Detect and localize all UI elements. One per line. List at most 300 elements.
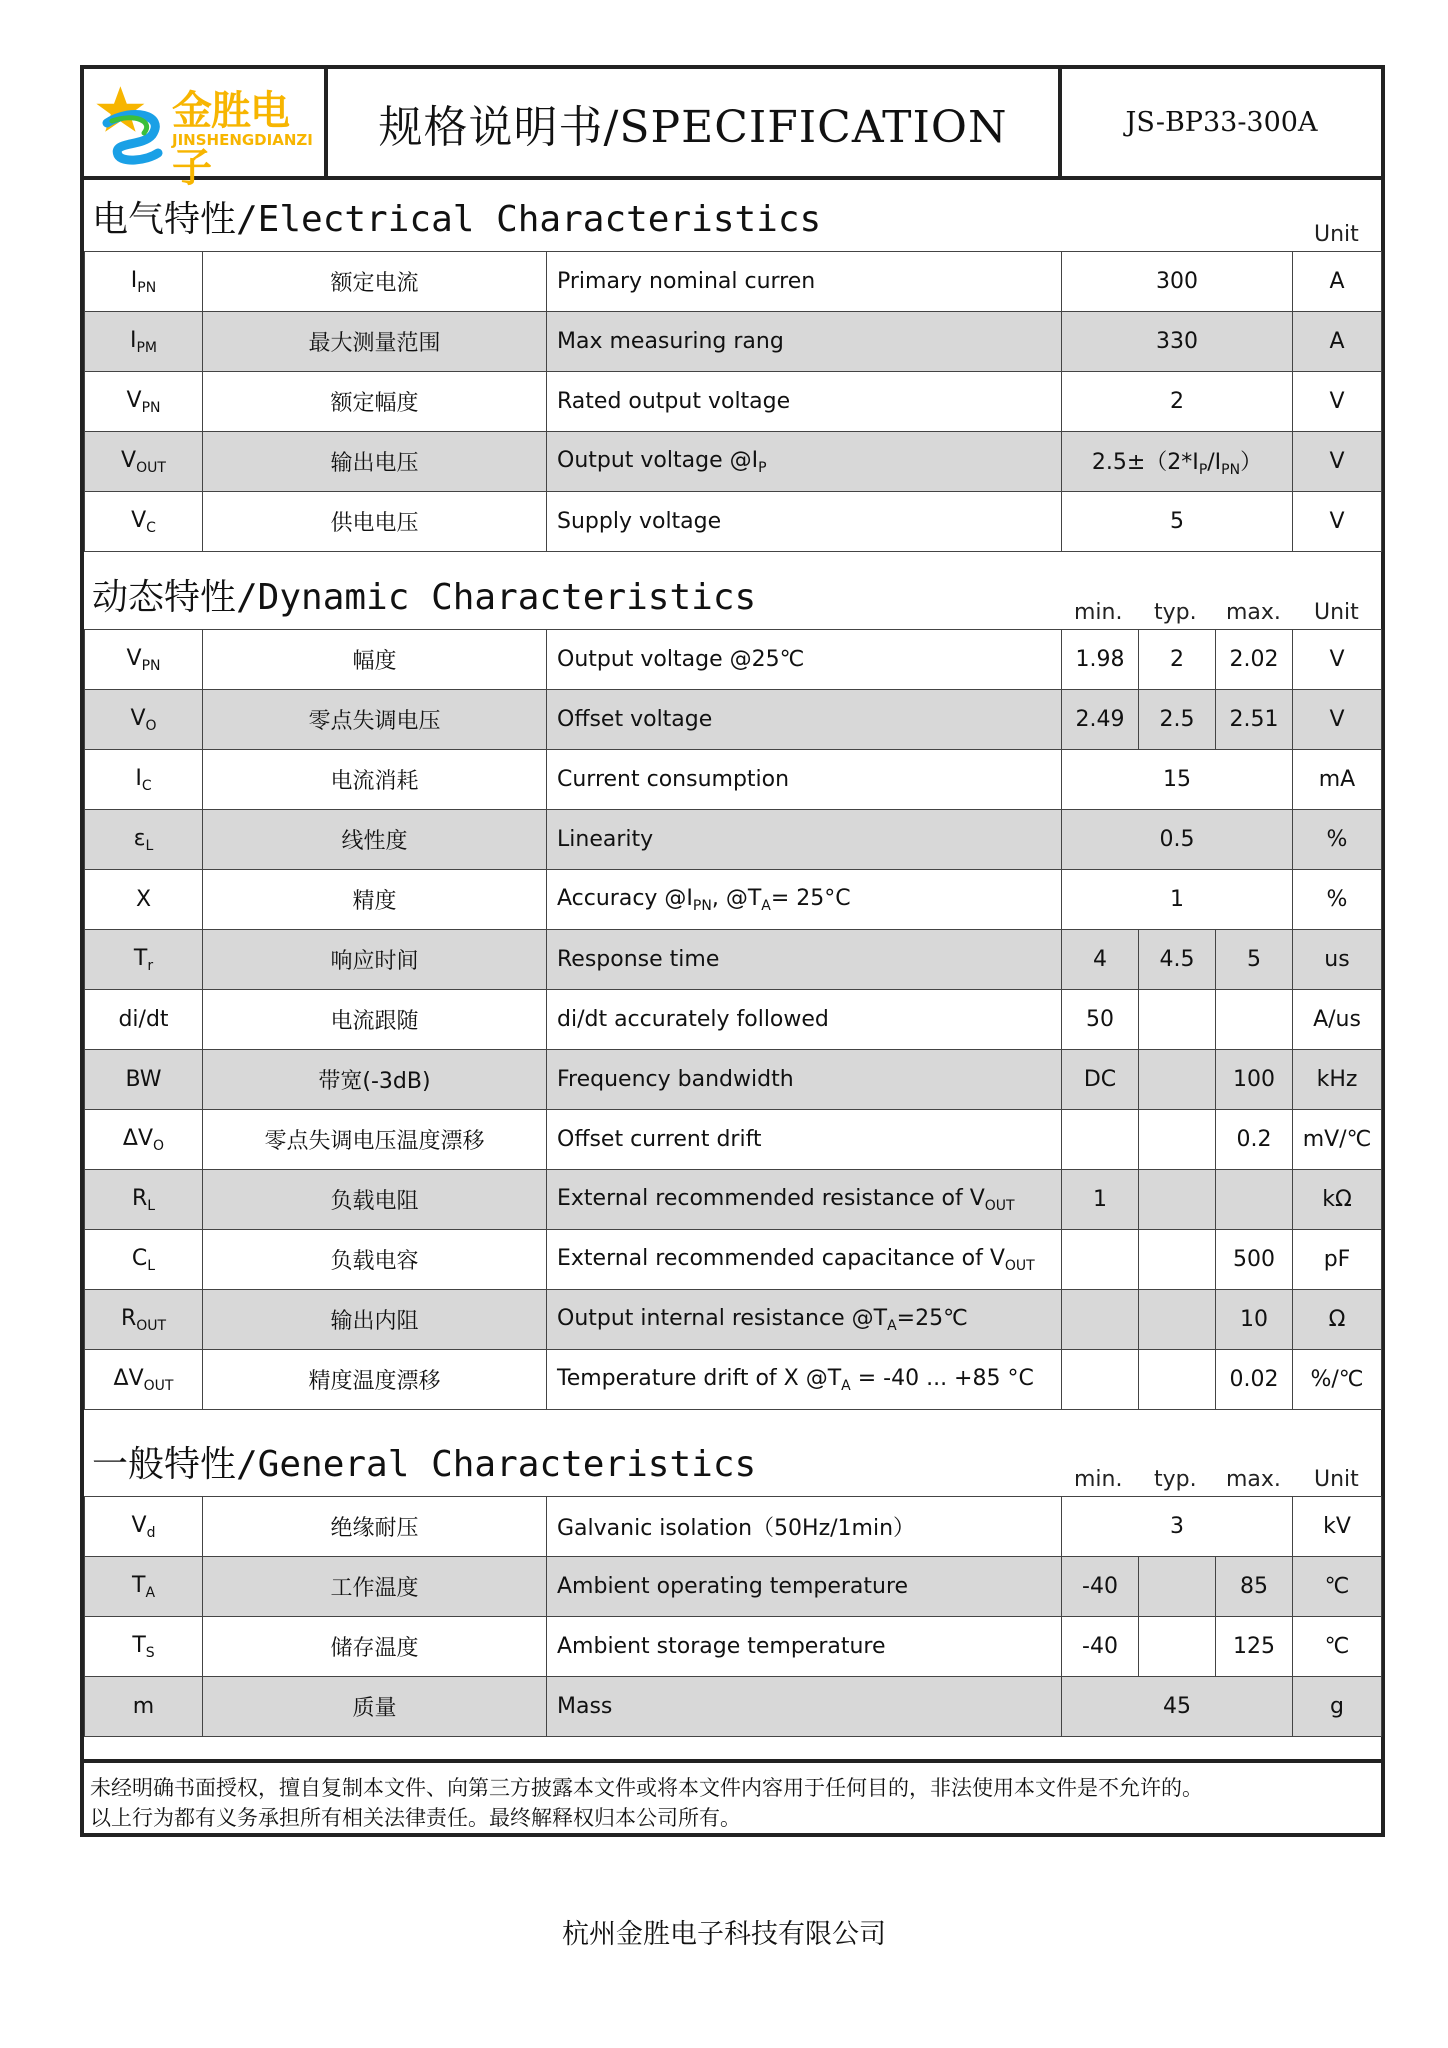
unit: V <box>1329 389 1345 414</box>
table-row <box>85 1677 1382 1737</box>
unit: A <box>1329 329 1345 354</box>
symbol: m <box>132 1694 155 1719</box>
table-row <box>85 630 1382 690</box>
symbol-cell <box>85 870 203 930</box>
general-section-title: 一般特性/General Characteristics <box>92 1444 757 1485</box>
chinese-name: 带宽(-3dB) <box>318 1069 431 1094</box>
symbol: V <box>131 507 147 533</box>
dynamic-max-head: max. <box>1226 600 1281 625</box>
value-tail: ） <box>1240 450 1263 475</box>
chinese-name-cell <box>203 1497 547 1557</box>
english-name-cell <box>547 1350 1062 1410</box>
table-row <box>85 930 1382 990</box>
english-subscript: A <box>887 1317 897 1334</box>
english-name: Response time <box>557 947 720 972</box>
unit: A <box>1329 269 1345 294</box>
english-name-cell <box>547 312 1062 372</box>
chinese-name: 负载电容 <box>330 1249 419 1274</box>
typ-value-cell <box>1139 1110 1216 1170</box>
chinese-name: 精度温度漂移 <box>308 1369 441 1394</box>
table-row <box>85 252 1382 312</box>
unit: g <box>1330 1694 1344 1719</box>
chinese-name: 零点失调电压温度漂移 <box>264 1129 485 1154</box>
company-footer: 杭州金胜电子科技有限公司 <box>562 1919 886 1950</box>
min-value-cell <box>1062 930 1139 990</box>
symbol-subscript: OUT <box>136 1317 167 1334</box>
typ-value: 2.5 <box>1159 707 1195 732</box>
unit: % <box>1326 887 1348 912</box>
symbol: V <box>121 447 137 473</box>
symbol-subscript: C <box>141 777 152 794</box>
symbol-subscript: PM <box>136 339 158 356</box>
max-value: 2.02 <box>1229 647 1279 672</box>
symbol-cell <box>85 630 203 690</box>
unit: V <box>1329 707 1345 732</box>
table-row <box>85 1170 1382 1230</box>
english-name-cell <box>547 630 1062 690</box>
typ-value-cell <box>1139 990 1216 1050</box>
english-subscript: PN <box>692 897 712 914</box>
unit-cell <box>1293 750 1382 810</box>
dynamic-typ-head: typ. <box>1154 600 1197 625</box>
unit-cell <box>1293 990 1382 1050</box>
english-name: Temperature drift of X @T <box>557 1365 842 1391</box>
table-row <box>85 1110 1382 1170</box>
notice-line-2: 以上行为都有义务承担所有相关法律责任。最终解释权归本公司所有。 <box>90 1806 741 1830</box>
chinese-name: 电流跟随 <box>330 1009 419 1034</box>
unit: mA <box>1318 767 1356 792</box>
english-name: Offset voltage <box>557 707 713 732</box>
symbol-cell <box>85 492 203 552</box>
min-value-cell <box>1062 1290 1139 1350</box>
min-value-cell <box>1062 990 1139 1050</box>
english-subscript: P <box>758 459 767 476</box>
min-value-cell <box>1062 1617 1139 1677</box>
english-name-cell <box>547 1170 1062 1230</box>
table-row <box>85 312 1382 372</box>
general-max-head: max. <box>1226 1467 1281 1492</box>
symbol-cell <box>85 690 203 750</box>
unit: mV/℃ <box>1302 1127 1372 1152</box>
chinese-name: 精度 <box>352 889 397 914</box>
english-name-cell <box>547 432 1062 492</box>
chinese-name: 负载电阻 <box>330 1189 419 1214</box>
english-name-cell <box>547 690 1062 750</box>
chinese-name-cell <box>203 690 547 750</box>
symbol-cell <box>85 1677 203 1737</box>
symbol: V <box>126 645 142 671</box>
logo-cn-text: 金胜电子 <box>172 88 289 191</box>
electrical-unit-head: Unit <box>1314 222 1359 247</box>
english-name: Primary nominal curren <box>557 269 816 294</box>
chinese-name: 工作温度 <box>330 1576 419 1601</box>
english-name: Output voltage @I <box>557 447 759 473</box>
unit-cell <box>1293 870 1382 930</box>
chinese-name: 零点失调电压 <box>308 709 441 734</box>
unit-cell <box>1293 252 1382 312</box>
value: 45 <box>1163 1694 1191 1719</box>
typ-value: 4.5 <box>1159 947 1195 972</box>
chinese-name: 绝缘耐压 <box>330 1516 419 1541</box>
symbol-subscript: O <box>153 1137 165 1154</box>
value-subscript: PN <box>1221 462 1241 478</box>
max-value: 500 <box>1233 1247 1275 1272</box>
unit: ℃ <box>1324 1574 1350 1599</box>
symbol-subscript: OUT <box>143 1377 174 1394</box>
english-name-tail: = 25°C <box>770 885 851 911</box>
min-value: -40 <box>1082 1574 1118 1599</box>
unit-cell <box>1293 1617 1382 1677</box>
english-name: di/dt accurately followed <box>557 1007 829 1032</box>
chinese-name-cell <box>203 1050 547 1110</box>
symbol-cell <box>85 930 203 990</box>
chinese-name-cell <box>203 1230 547 1290</box>
typ-value-cell <box>1139 1557 1216 1617</box>
symbol-cell <box>85 1170 203 1230</box>
min-value: 1 <box>1093 1187 1107 1212</box>
spec-sheet <box>80 65 1385 1837</box>
chinese-name-cell <box>203 930 547 990</box>
table-row <box>85 1290 1382 1350</box>
value-cell <box>1062 252 1293 312</box>
english-name: Output internal resistance @T <box>557 1305 888 1331</box>
symbol-cell <box>85 1050 203 1110</box>
symbol-cell <box>85 810 203 870</box>
max-value-cell <box>1216 1557 1293 1617</box>
chinese-name: 储存温度 <box>330 1636 419 1661</box>
symbol-cell <box>85 312 203 372</box>
english-name-cell <box>547 1230 1062 1290</box>
english-name-cell <box>547 1497 1062 1557</box>
symbol-subscript: S <box>145 1644 155 1661</box>
symbol-subscript: L <box>147 1197 156 1214</box>
unit-cell <box>1293 312 1382 372</box>
value-cell <box>1062 372 1293 432</box>
typ-value-cell <box>1139 1230 1216 1290</box>
table-row <box>85 870 1382 930</box>
chinese-name-cell <box>203 1617 547 1677</box>
general-table <box>84 1496 1382 1737</box>
unit: Ω <box>1328 1307 1346 1332</box>
english-name: Mass <box>557 1694 613 1719</box>
max-value-cell <box>1216 1170 1293 1230</box>
table-row <box>85 990 1382 1050</box>
chinese-name-cell <box>203 1170 547 1230</box>
max-value: 125 <box>1233 1634 1275 1659</box>
value-cell <box>1062 492 1293 552</box>
symbol-subscript: L <box>147 1257 156 1274</box>
unit-cell <box>1293 492 1382 552</box>
min-value-cell <box>1062 1050 1139 1110</box>
unit-cell <box>1293 1290 1382 1350</box>
english-name: External recommended capacitance of V <box>557 1245 1005 1271</box>
english-name-cell <box>547 1290 1062 1350</box>
value-cont: /I <box>1207 450 1222 475</box>
chinese-name-cell <box>203 372 547 432</box>
symbol-cell <box>85 1350 203 1410</box>
max-value-cell <box>1216 1230 1293 1290</box>
typ-value-cell <box>1139 1050 1216 1110</box>
unit: %/℃ <box>1310 1367 1364 1392</box>
typ-value-cell <box>1139 630 1216 690</box>
electrical-section-title: 电气特性/Electrical Characteristics <box>92 199 822 240</box>
dynamic-min-head: min. <box>1074 600 1123 625</box>
dynamic-table <box>84 629 1382 1410</box>
max-value: 0.2 <box>1236 1127 1272 1152</box>
typ-value-cell <box>1139 1617 1216 1677</box>
max-value: 10 <box>1240 1307 1268 1332</box>
symbol-subscript: C <box>146 519 156 536</box>
electrical-table <box>84 251 1382 552</box>
symbol: ε <box>133 825 146 851</box>
value: 2 <box>1170 389 1184 414</box>
unit: kΩ <box>1322 1187 1352 1212</box>
english-name-cell <box>547 252 1062 312</box>
table-row <box>85 492 1382 552</box>
symbol: I <box>129 327 137 353</box>
symbol-subscript: PN <box>137 279 157 296</box>
chinese-name-cell <box>203 252 547 312</box>
min-value-cell <box>1062 630 1139 690</box>
chinese-name: 最大测量范围 <box>308 331 441 356</box>
value: 5 <box>1170 509 1184 534</box>
english-name-tail: =25℃ <box>896 1305 968 1331</box>
unit: ℃ <box>1324 1634 1350 1659</box>
logo-en-text: JINSHENGDIANZI <box>172 131 313 149</box>
max-value-cell <box>1216 630 1293 690</box>
symbol: ΔV <box>113 1365 144 1391</box>
symbol-subscript: r <box>147 957 154 974</box>
symbol-cell <box>85 372 203 432</box>
chinese-name-cell <box>203 1350 547 1410</box>
english-name-cell <box>547 372 1062 432</box>
min-value: -40 <box>1082 1634 1118 1659</box>
min-value: 4 <box>1093 947 1107 972</box>
chinese-name-cell <box>203 1557 547 1617</box>
english-name-cell <box>547 870 1062 930</box>
symbol: V <box>126 387 142 413</box>
typ-value-cell <box>1139 1170 1216 1230</box>
chinese-name-cell <box>203 492 547 552</box>
unit-cell <box>1293 690 1382 750</box>
min-value-cell <box>1062 1170 1139 1230</box>
table-row <box>85 1230 1382 1290</box>
value: 0.5 <box>1159 827 1195 852</box>
symbol-cell <box>85 252 203 312</box>
chinese-name: 额定幅度 <box>330 391 419 416</box>
english-name-cell <box>547 1110 1062 1170</box>
unit-cell <box>1293 930 1382 990</box>
value-cell <box>1062 312 1293 372</box>
legal-notice <box>84 1759 1381 1833</box>
typ-value-cell <box>1139 1290 1216 1350</box>
value: 330 <box>1156 329 1198 354</box>
symbol: BW <box>125 1067 162 1092</box>
page-title: 规格说明书/SPECIFICATION <box>378 101 1008 153</box>
max-value: 2.51 <box>1229 707 1279 732</box>
min-value-cell <box>1062 1350 1139 1410</box>
max-value-cell <box>1216 1290 1293 1350</box>
table-row <box>85 750 1382 810</box>
english-name: Ambient storage temperature <box>557 1634 886 1659</box>
chinese-name: 输出内阻 <box>330 1309 419 1334</box>
english-name: External recommended resistance of V <box>557 1185 985 1211</box>
english-name: Current consumption <box>557 767 790 792</box>
english-name: Offset current drift <box>557 1127 762 1152</box>
unit-cell <box>1293 1350 1382 1410</box>
symbol: I <box>135 765 142 791</box>
english-subscript: OUT <box>1004 1257 1035 1274</box>
unit-cell <box>1293 1230 1382 1290</box>
table-row <box>85 1557 1382 1617</box>
english-name: Max measuring rang <box>557 329 784 354</box>
symbol: V <box>131 1512 147 1538</box>
general-min-head: min. <box>1074 1467 1123 1492</box>
max-value-cell <box>1216 1350 1293 1410</box>
symbol-subscript: PN <box>141 399 161 416</box>
symbol: I <box>130 267 138 293</box>
part-number-cell <box>1062 69 1381 176</box>
chinese-name: 供电电压 <box>330 511 419 536</box>
symbol-subscript: O <box>145 717 157 734</box>
symbol: di/dt <box>118 1007 169 1032</box>
symbol-cell <box>85 1497 203 1557</box>
unit-cell <box>1293 1677 1382 1737</box>
chinese-name-cell <box>203 810 547 870</box>
max-value-cell <box>1216 1110 1293 1170</box>
unit-cell <box>1293 1557 1382 1617</box>
min-value-cell <box>1062 690 1139 750</box>
table-row <box>85 432 1382 492</box>
value-cell <box>1062 1497 1293 1557</box>
value-cell <box>1062 810 1293 870</box>
symbol: V <box>130 705 146 731</box>
symbol-cell <box>85 1230 203 1290</box>
value: 300 <box>1156 269 1198 294</box>
symbol: X <box>135 887 152 912</box>
chinese-name-cell <box>203 1110 547 1170</box>
english-name: Rated output voltage <box>557 389 791 414</box>
symbol-cell <box>85 990 203 1050</box>
min-value: 1.98 <box>1075 647 1125 672</box>
typ-value-cell <box>1139 1350 1216 1410</box>
table-row <box>85 1617 1382 1677</box>
min-value: 50 <box>1086 1007 1114 1032</box>
chinese-name-cell <box>203 312 547 372</box>
table-row <box>85 1350 1382 1410</box>
logo-cell <box>84 69 328 191</box>
chinese-name-cell <box>203 870 547 930</box>
unit: kHz <box>1316 1067 1358 1092</box>
dynamic-unit-head: Unit <box>1314 600 1359 625</box>
symbol-cell <box>85 1617 203 1677</box>
chinese-name: 电流消耗 <box>330 769 419 794</box>
unit: % <box>1326 827 1348 852</box>
unit-cell <box>1293 432 1382 492</box>
unit: V <box>1329 647 1345 672</box>
english-name-cell <box>547 930 1062 990</box>
english-name-cont: , @T <box>711 885 762 911</box>
max-value: 5 <box>1247 947 1261 972</box>
min-value: DC <box>1083 1067 1117 1092</box>
symbol-subscript: d <box>146 1524 156 1541</box>
symbol: R <box>120 1305 137 1331</box>
min-value: 2.49 <box>1075 707 1125 732</box>
typ-value-cell <box>1139 930 1216 990</box>
table-row <box>85 372 1382 432</box>
typ-value: 2 <box>1170 647 1184 672</box>
chinese-name-cell <box>203 750 547 810</box>
chinese-name-cell <box>203 630 547 690</box>
symbol-cell <box>85 1110 203 1170</box>
chinese-name: 响应时间 <box>330 949 419 974</box>
symbol-cell <box>85 432 203 492</box>
max-value-cell <box>1216 1617 1293 1677</box>
symbol: T <box>133 945 148 971</box>
chinese-name: 额定电流 <box>330 271 419 296</box>
table-row <box>85 1497 1382 1557</box>
chinese-name-cell <box>203 1677 547 1737</box>
english-name-tail: = -40 ... +85 °C <box>850 1365 1034 1391</box>
symbol: C <box>131 1245 148 1271</box>
value-subscript: P <box>1198 462 1208 478</box>
min-value-cell <box>1062 1230 1139 1290</box>
part-number: JS-BP33-300A <box>1125 107 1318 138</box>
symbol-subscript: PN <box>141 657 161 674</box>
unit-cell <box>1293 810 1382 870</box>
english-name: Linearity <box>557 827 654 852</box>
chinese-name-cell <box>203 1290 547 1350</box>
english-name-cell <box>547 1050 1062 1110</box>
symbol-subscript: A <box>145 1584 156 1601</box>
min-value-cell <box>1062 1557 1139 1617</box>
max-value: 0.02 <box>1229 1367 1279 1392</box>
english-name-cell <box>547 750 1062 810</box>
max-value-cell <box>1216 990 1293 1050</box>
value: 15 <box>1163 767 1191 792</box>
symbol: R <box>131 1185 148 1211</box>
symbol: ΔV <box>122 1125 154 1151</box>
english-subscript: A <box>841 1377 851 1394</box>
typ-value-cell <box>1139 690 1216 750</box>
max-value-cell <box>1216 930 1293 990</box>
english-name: Accuracy @I <box>557 885 693 911</box>
unit-cell <box>1293 1497 1382 1557</box>
english-subscript: OUT <box>984 1197 1015 1214</box>
symbol-subscript: L <box>145 837 154 854</box>
english-name-cell <box>547 990 1062 1050</box>
chinese-name: 输出电压 <box>330 451 419 476</box>
unit-cell <box>1293 1110 1382 1170</box>
value: 2.5±（2*I <box>1091 450 1199 475</box>
english-name-cell <box>547 1617 1062 1677</box>
english-name-cell <box>547 1677 1062 1737</box>
dynamic-section-title: 动态特性/Dynamic Characteristics <box>92 577 757 618</box>
min-value-cell <box>1062 1110 1139 1170</box>
max-value: 85 <box>1240 1574 1268 1599</box>
value-cell <box>1062 432 1293 492</box>
unit-cell <box>1293 1170 1382 1230</box>
table-row <box>85 690 1382 750</box>
english-name-cell <box>547 492 1062 552</box>
symbol-subscript: OUT <box>136 459 166 476</box>
unit: A/us <box>1313 1007 1361 1032</box>
notice-line-1: 未经明确书面授权，擅自复制本文件、向第三方披露本文件或将本文件内容用于任何目的，非法使用本文件是不允许的。 <box>90 1776 1203 1800</box>
english-name: Galvanic isolation（50Hz/1min） <box>557 1516 916 1541</box>
max-value: 100 <box>1233 1067 1275 1092</box>
table-row <box>85 810 1382 870</box>
chinese-name: 线性度 <box>341 829 408 854</box>
